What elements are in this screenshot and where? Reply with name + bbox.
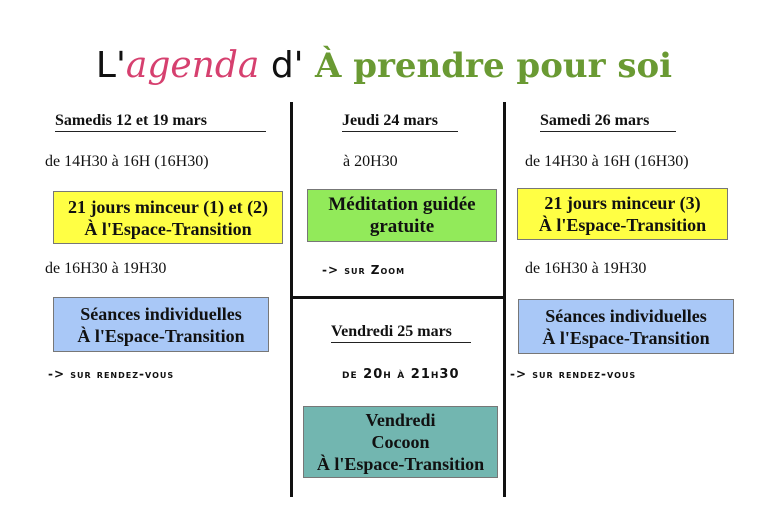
column-divider-right xyxy=(503,102,506,497)
event-title: 21 jours minceur (1) et (2) xyxy=(67,196,269,217)
event-location: À l'Espace-Transition xyxy=(77,325,245,346)
event-title: 21 jours minceur (3) xyxy=(544,193,701,213)
event-box-seances-individuelles xyxy=(53,297,269,352)
event-location: À l'Espace-Transition xyxy=(84,218,252,239)
zoom-note: -> sur Zoom xyxy=(322,263,406,277)
time-slot: de 14H30 à 16H (16H30) xyxy=(45,153,209,170)
title-agenda: agenda xyxy=(125,45,260,86)
row-divider-middle xyxy=(290,296,506,299)
title-brand: À prendre pour soi xyxy=(315,46,673,86)
column-divider-left xyxy=(290,102,293,497)
column-header-samedi-26: Samedi 26 mars xyxy=(540,111,676,132)
event-title: Séances individuelles xyxy=(80,303,242,324)
time-slot: de 16H30 à 19H30 xyxy=(525,260,647,277)
event-box-seances-individuelles xyxy=(518,299,734,354)
time-slot: de 16H30 à 19H30 xyxy=(45,260,167,277)
event-title: Méditation guidée xyxy=(328,193,476,215)
column-header-vendredi: Vendredi 25 mars xyxy=(331,322,471,343)
event-box-minceur-1-2 xyxy=(53,191,283,244)
event-title: Vendredi xyxy=(365,410,436,430)
title-prefix: L' xyxy=(95,45,126,86)
event-subtitle: gratuite xyxy=(369,215,435,237)
column-header-jeudi: Jeudi 24 mars xyxy=(342,111,458,132)
page-title xyxy=(0,44,768,88)
event-title: Séances individuelles xyxy=(545,305,707,326)
event-location: À l'Espace-Transition xyxy=(542,327,710,348)
time-slot: de 14H30 à 16H (16H30) xyxy=(525,153,689,170)
time-slot: de 20h à 21h30 xyxy=(342,367,460,382)
title-middle: d' xyxy=(259,45,316,86)
column-header-samedis: Samedis 12 et 19 mars xyxy=(55,111,266,132)
event-box-minceur-3 xyxy=(517,188,728,240)
event-box-meditation xyxy=(307,189,497,242)
time-slot: à 20H30 xyxy=(343,153,398,170)
event-location: À l'Espace-Transition xyxy=(538,215,707,235)
appointment-note: -> sur rendez-vous xyxy=(48,367,175,381)
event-box-vendredi-cocoon xyxy=(303,406,498,478)
appointment-note: -> sur rendez-vous xyxy=(510,367,637,381)
event-location: À l'Espace-Transition xyxy=(316,454,485,474)
event-subtitle: Cocoon xyxy=(371,432,430,452)
